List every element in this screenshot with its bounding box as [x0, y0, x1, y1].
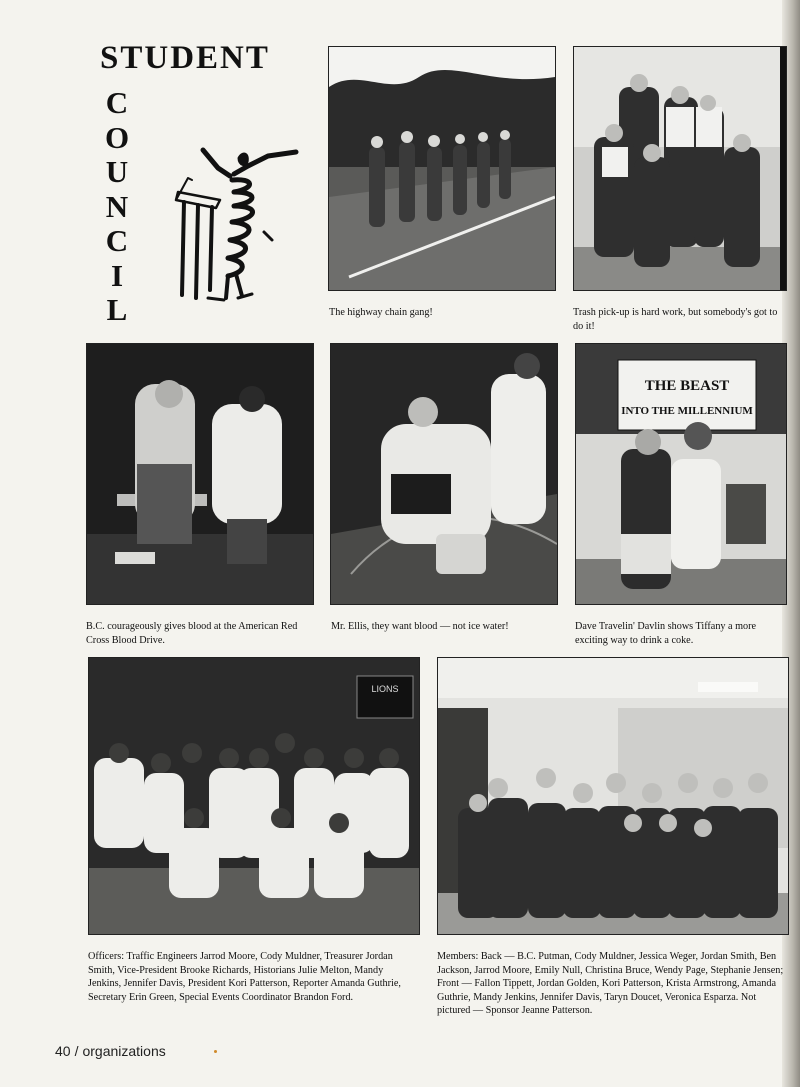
photo-mr-ellis	[330, 343, 558, 605]
title-letter: C	[105, 85, 129, 120]
page-footer	[55, 1043, 166, 1059]
caption-trash: Trash pick-up is hard work, but somebody's got to do it!	[573, 307, 778, 332]
photo-bc-blood-drive	[86, 343, 314, 605]
photo-highway-chain-gang	[328, 46, 556, 291]
scoreboard-text: LIONS	[371, 684, 399, 694]
caption-ellis: Mr. Ellis, they want blood — not ice water!	[331, 621, 509, 632]
footer-separator: /	[74, 1043, 79, 1059]
title-letter: I	[110, 257, 124, 293]
title-letter: U	[105, 154, 129, 189]
photo-trash-pickup	[573, 46, 787, 291]
podium-figure-logo	[168, 140, 303, 305]
banner-text-line1: THE BEAST	[644, 378, 730, 394]
photo-officers	[88, 657, 420, 935]
title-council	[102, 86, 132, 328]
caption-bc-blood: B.C. courageously gives blood at the American Red Cross Blood Drive.	[86, 621, 298, 646]
caption-members: Members: Back — B.C. Putman, Cody Muldner, Jessica Weger, Jordan Smith, Ben Jackson, Jarrod Moore, Emily Null, Christina Bruce, Wendy Page, Stephanie Jensen; Front — Fallon Tippett, Jordan Golden, Kori Patterson, Krista Armstrong, Amanda Guthrie, Mandy Jenkins, Jennifer Davis, Taryn Doucet, Veronica Esparza. Not pictured — Sponsor Jeanne Patterson.	[437, 951, 784, 1016]
caption-highway: The highway chain gang!	[329, 307, 433, 318]
photo-davlin-tiffany	[575, 343, 787, 605]
page-number: 40	[55, 1043, 71, 1059]
title-letter: O	[104, 119, 130, 155]
speck	[214, 1050, 217, 1053]
title-letter: C	[105, 223, 129, 258]
title-letter: L	[106, 292, 128, 327]
caption-davlin: Dave Travelin' Davlin shows Tiffany a more exciting way to drink a coke.	[575, 621, 757, 646]
section-name: organizations	[82, 1043, 166, 1059]
caption-officers: Officers: Traffic Engineers Jarrod Moore, Cody Muldner, Treasurer Jordan Smith, Vice-President Brooke Richards, Historians Julie Melton, Mandy Jenkins, Jennifer Davis, President Kori Patterson, Reporter Amanda Guthrie, Secretary Erin Green, Special Events Coordinator Brandon Ford.	[88, 951, 401, 1003]
title-student: STUDENT	[100, 40, 270, 76]
title-letter: N	[105, 188, 129, 224]
photo-members	[437, 657, 789, 935]
banner-text-line2: INTO THE MILLENNIUM	[621, 405, 753, 417]
